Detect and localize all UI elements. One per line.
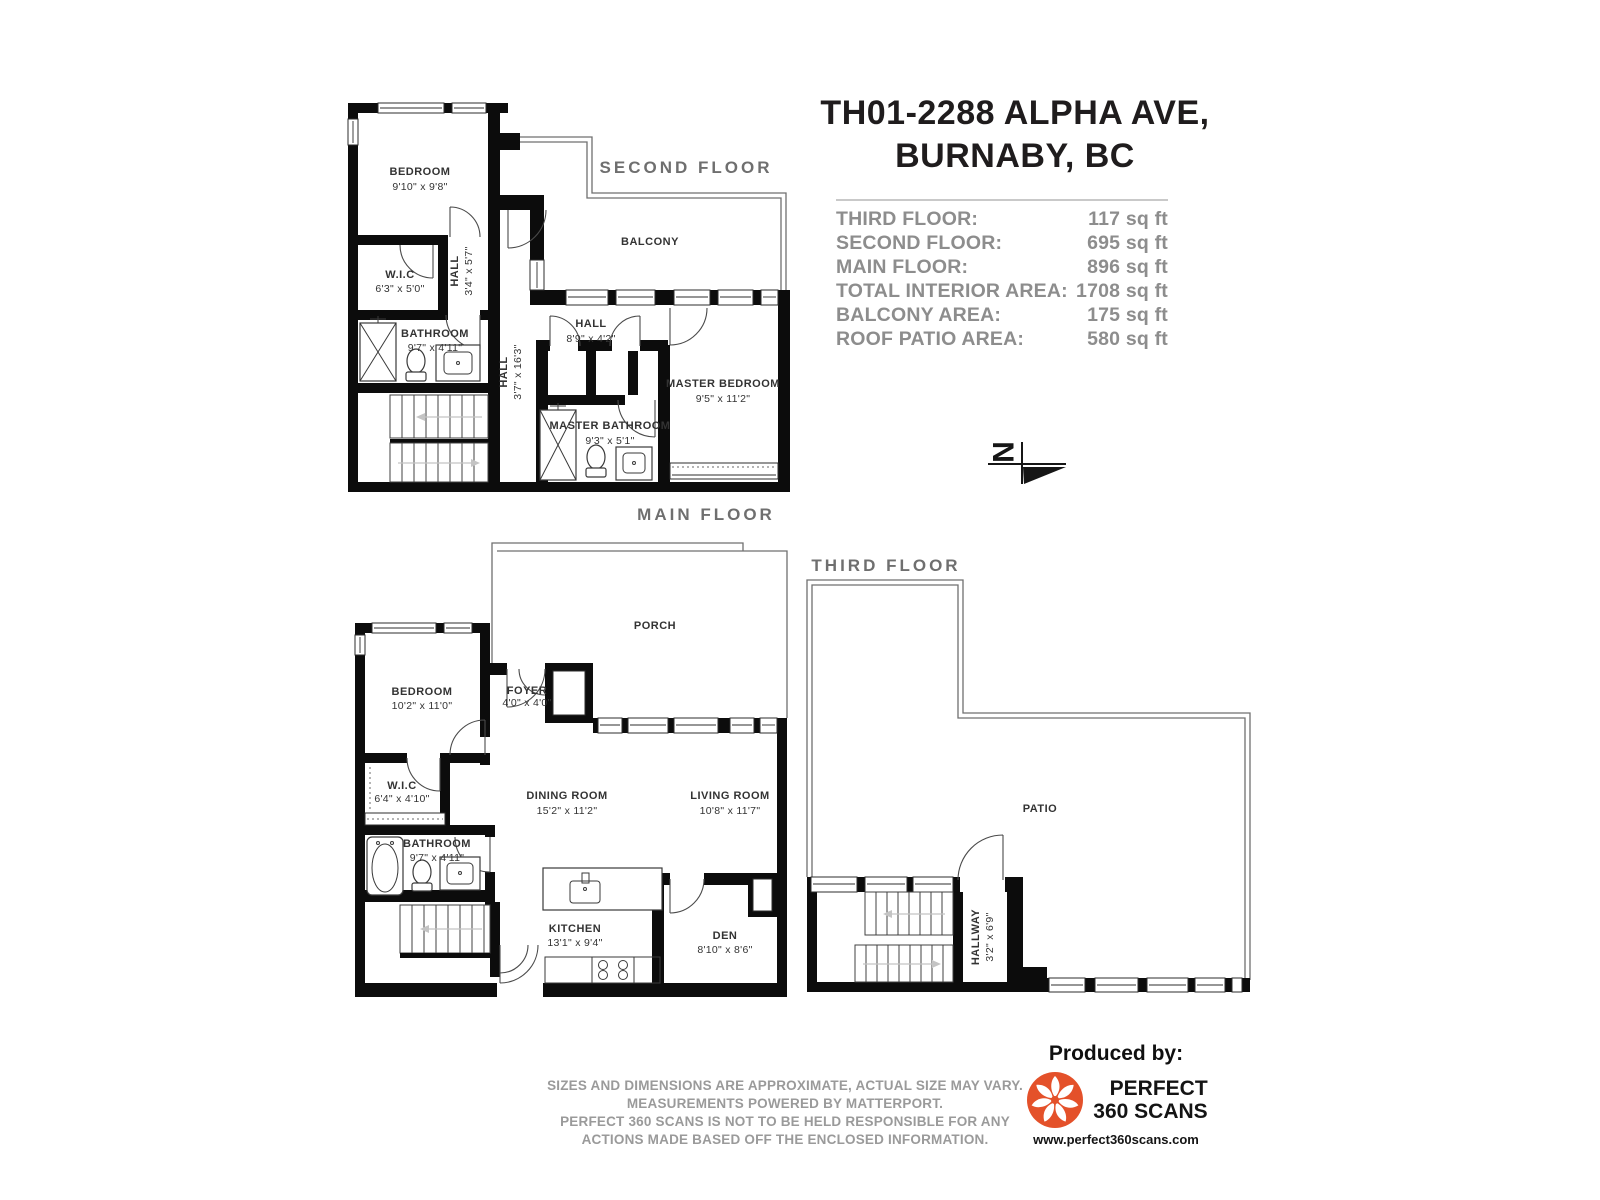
second-floor-title: SECOND FLOOR — [599, 158, 773, 177]
main-floor-plan — [340, 505, 800, 1010]
stairs-icon — [390, 395, 488, 482]
disclaimer-line: ACTIONS MADE BASED OFF THE ENCLOSED INFORMATION. — [581, 1132, 989, 1147]
room-label-bathroom: BATHROOM — [401, 328, 469, 340]
stat-row-roof-patio — [836, 327, 1168, 351]
room-label-hallway: HALLWAY — [970, 908, 982, 966]
room-label-hall-long: HALL — [498, 356, 510, 388]
produced-by-label: Produced by: — [1048, 1042, 1184, 1065]
room-dims-master-bedroom: 9'5" x 11'2" — [695, 393, 751, 405]
brand-line2: 360 SCANS — [1093, 1100, 1208, 1123]
disclaimer-line: SIZES AND DIMENSIONS ARE APPROXIMATE, ACTUAL SIZE MAY VARY. — [547, 1078, 1023, 1093]
stat-row-second-floor — [836, 231, 1168, 255]
disclaimer — [547, 1077, 1023, 1149]
brand-website: www.perfect360scans.com — [1033, 1132, 1199, 1147]
room-dims-bedroom: 10'2" x 11'0" — [391, 700, 453, 712]
room-dims-kitchen: 13'1" x 9'4" — [547, 937, 603, 949]
room-label-master-bedroom: MASTER BEDROOM — [666, 378, 780, 390]
toilet-icon — [412, 860, 432, 891]
stat-row-total-interior — [836, 279, 1168, 303]
brand-line1: PERFECT — [1109, 1077, 1208, 1100]
stat-value: 1708 sq ft — [1076, 280, 1168, 302]
disclaimer-line: MEASUREMENTS POWERED BY MATTERPORT. — [626, 1096, 944, 1111]
room-label-den: DEN — [712, 930, 738, 942]
stat-row-third-floor — [836, 207, 1168, 231]
stat-row-main-floor — [836, 255, 1168, 279]
room-label-master-bathroom: MASTER BATHROOM — [549, 420, 671, 432]
north-label: N — [987, 441, 1021, 463]
stat-value: 117 sq ft — [1088, 208, 1168, 230]
balcony-outline — [520, 137, 786, 290]
property-title — [798, 92, 1232, 178]
stat-label: TOTAL INTERIOR AREA: — [836, 280, 1068, 302]
room-label-bedroom: BEDROOM — [389, 166, 451, 178]
room-dims-hall-upper: 8'9" x 4'2" — [566, 333, 616, 345]
producer-block — [1018, 1042, 1214, 1147]
stat-value: 175 sq ft — [1087, 304, 1168, 326]
washer-icon-master — [540, 403, 576, 480]
room-dims-living: 10'8" x 11'7" — [699, 805, 761, 817]
sink-icon-master — [616, 447, 652, 480]
room-label-foyer: FOYER — [506, 685, 548, 697]
room-label-hall-upper: HALL — [575, 318, 607, 330]
bathtub-icon — [367, 837, 403, 895]
third-floor-title: THIRD FLOOR — [811, 556, 961, 575]
room-label-dining: DINING ROOM — [526, 790, 608, 802]
property-title-line1: TH01-2288 ALPHA AVE, — [820, 94, 1210, 132]
room-dims-bedroom: 9'10" x 9'8" — [392, 181, 448, 193]
second-floor-plan — [340, 95, 800, 495]
stat-label: MAIN FLOOR: — [836, 256, 969, 278]
stat-value: 580 sq ft — [1087, 328, 1168, 350]
stat-value: 695 sq ft — [1087, 232, 1168, 254]
room-label-wic: W.I.C — [387, 780, 417, 792]
room-dims-dining: 15'2" x 11'2" — [536, 805, 598, 817]
door-arcs — [958, 835, 1003, 880]
room-dims-foyer: 4'0" x 4'0" — [502, 697, 552, 709]
room-dims-wic: 6'4" x 4'10" — [374, 793, 430, 805]
area-stats — [836, 199, 1168, 351]
property-title-line2: BURNABY, BC — [895, 137, 1135, 175]
room-label-wic: W.I.C — [385, 269, 415, 281]
room-label-bathroom: BATHROOM — [403, 838, 471, 850]
stat-label: THIRD FLOOR: — [836, 208, 979, 230]
stat-label: SECOND FLOOR: — [836, 232, 1003, 254]
stat-label: ROOF PATIO AREA: — [836, 328, 1025, 350]
room-label-hall-small: HALL — [449, 255, 461, 287]
room-dims-hall-small: 3'4" x 5'7" — [463, 246, 475, 296]
room-dims-wic: 6'3" x 5'0" — [375, 283, 425, 295]
stairs-icon — [400, 905, 490, 958]
room-label-kitchen: KITCHEN — [548, 923, 602, 935]
room-dims-bathroom: 9'7" x 4'11" — [409, 852, 465, 864]
main-floor-title: MAIN FLOOR — [637, 505, 775, 524]
room-label-balcony: BALCONY — [621, 236, 679, 248]
room-dims-den: 8'10" x 8'6" — [697, 944, 753, 956]
room-label-bedroom: BEDROOM — [391, 686, 453, 698]
room-dims-bathroom: 9'7" x 4'11" — [407, 342, 463, 354]
kitchen-island — [543, 868, 662, 910]
perfect-360-scans-logo-icon — [1024, 1069, 1086, 1131]
room-dims-hall-long: 3'7" x 16'3" — [512, 344, 524, 400]
third-floor-plan — [795, 540, 1265, 1005]
room-dims-master-bathroom: 9'3" x 5'1" — [585, 435, 635, 447]
stat-row-balcony — [836, 303, 1168, 327]
room-label-patio: PATIO — [1022, 803, 1058, 815]
stat-label: BALCONY AREA: — [836, 304, 1002, 326]
counter-stove-icon — [545, 957, 660, 983]
north-arrow-icon — [958, 420, 1078, 495]
stat-value: 896 sq ft — [1087, 256, 1168, 278]
toilet-icon-master — [586, 445, 606, 477]
room-label-living: LIVING ROOM — [690, 790, 770, 802]
washer-icon — [360, 316, 396, 381]
room-label-porch: PORCH — [633, 620, 677, 632]
room-dims-hallway: 3'2" x 6'9" — [984, 912, 996, 962]
disclaimer-line: PERFECT 360 SCANS IS NOT TO BE HELD RESPONSIBLE FOR ANY — [560, 1114, 1010, 1129]
